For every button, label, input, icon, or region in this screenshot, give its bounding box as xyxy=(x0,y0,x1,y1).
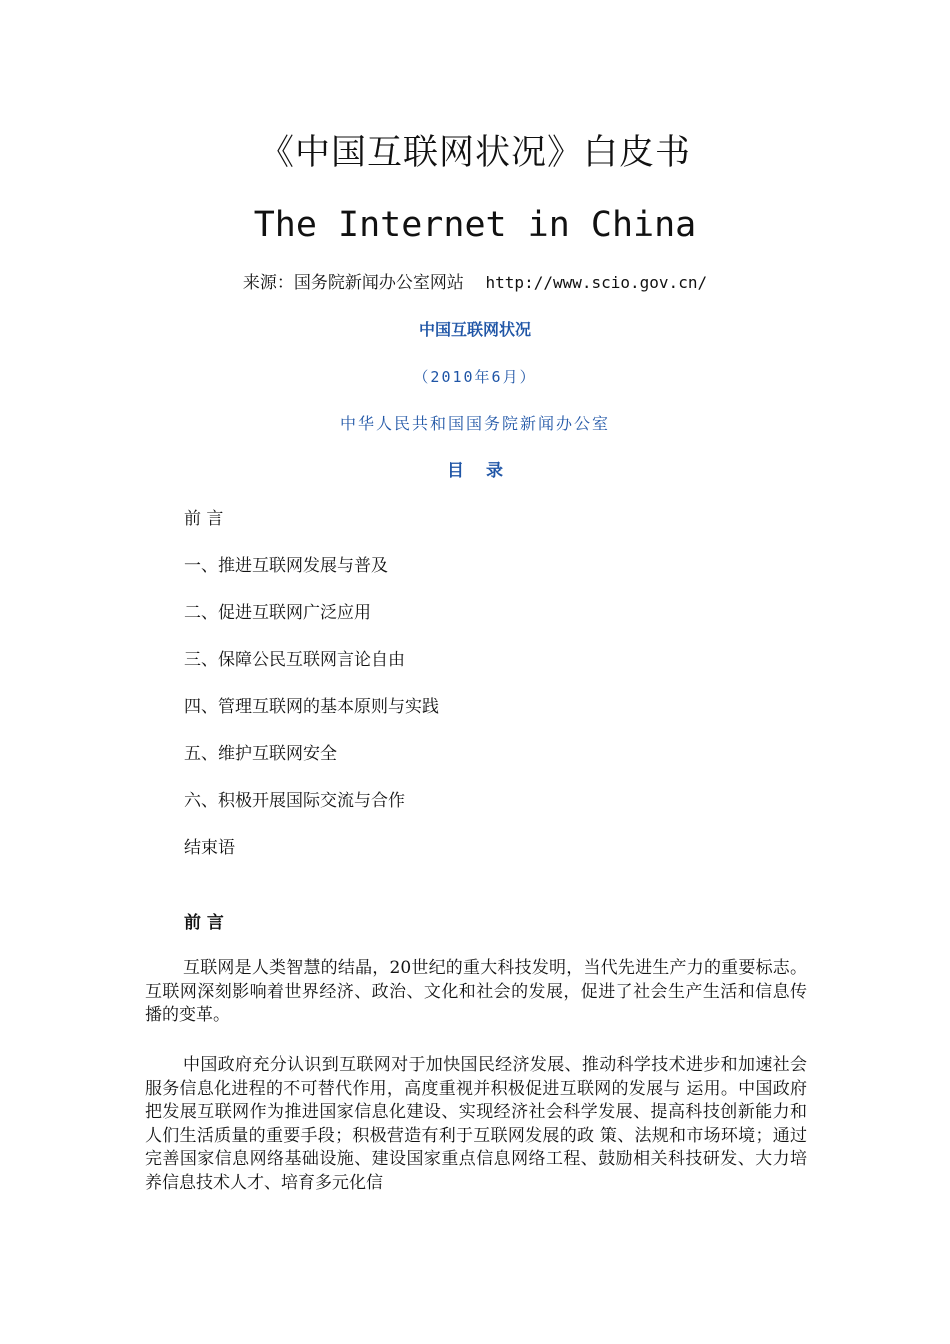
table-of-contents xyxy=(184,506,439,882)
document-subtitle: 中国互联网状况 xyxy=(418,320,531,339)
document-title-chinese: 《中国互联网状况》白皮书 xyxy=(258,133,691,173)
toc-item-6: 六、积极开展国际交流与合作 xyxy=(184,791,405,811)
source-line xyxy=(0,270,950,296)
toc-item-2: 二、促进互联网广泛应用 xyxy=(184,603,371,623)
toc-item-5: 五、维护互联网安全 xyxy=(184,744,337,764)
source-url: http://www.scio.gov.cn/ xyxy=(485,273,708,292)
source-label: 来源：国务院新闻办公室网站 xyxy=(242,273,464,293)
section-heading-preface: 前 言 xyxy=(184,913,224,933)
paragraph: 中国政府充分认识到互联网对于加快国民经济发展、推动科学技术进步和加速社会服务信息化进程的不可替代作用，高度重视并积极促进互联网的发展与 运用。中国政府把发展互联网作为推进国家信息化建设、实现经济社会科学发展、提高科技创新能力和人们生活质量的重要手段；积极营造有利于互联网发展的政 策、法规和市场环境；通过完善国家信息网络基础设施、建设国家重点信息网络工程、鼓励相关科技研发、大力培养信息技术人才、培育多元化信 xyxy=(145,1055,807,1193)
document-title-english: The Internet in China xyxy=(253,205,697,245)
document-date: （2010年6月） xyxy=(413,368,537,386)
paragraph: 互联网是人类智慧的结晶，20世纪的重大科技发明，当代先进生产力的重要标志。互联网深刻影响着世界经济、政治、文化和社会的发展，促进了社会生产生活和信息传播的变革。 xyxy=(145,958,807,1025)
toc-item-1: 一、推进互联网发展与普及 xyxy=(184,556,388,576)
toc-item-4: 四、管理互联网的基本原则与实践 xyxy=(184,697,439,717)
toc-heading: 目录 xyxy=(447,461,525,481)
toc-item-conclusion: 结束语 xyxy=(184,838,235,858)
toc-item-3: 三、保障公民互联网言论自由 xyxy=(184,650,405,670)
toc-item-preface: 前 言 xyxy=(184,509,224,529)
issuing-office: 中华人民共和国国务院新闻办公室 xyxy=(339,414,610,433)
